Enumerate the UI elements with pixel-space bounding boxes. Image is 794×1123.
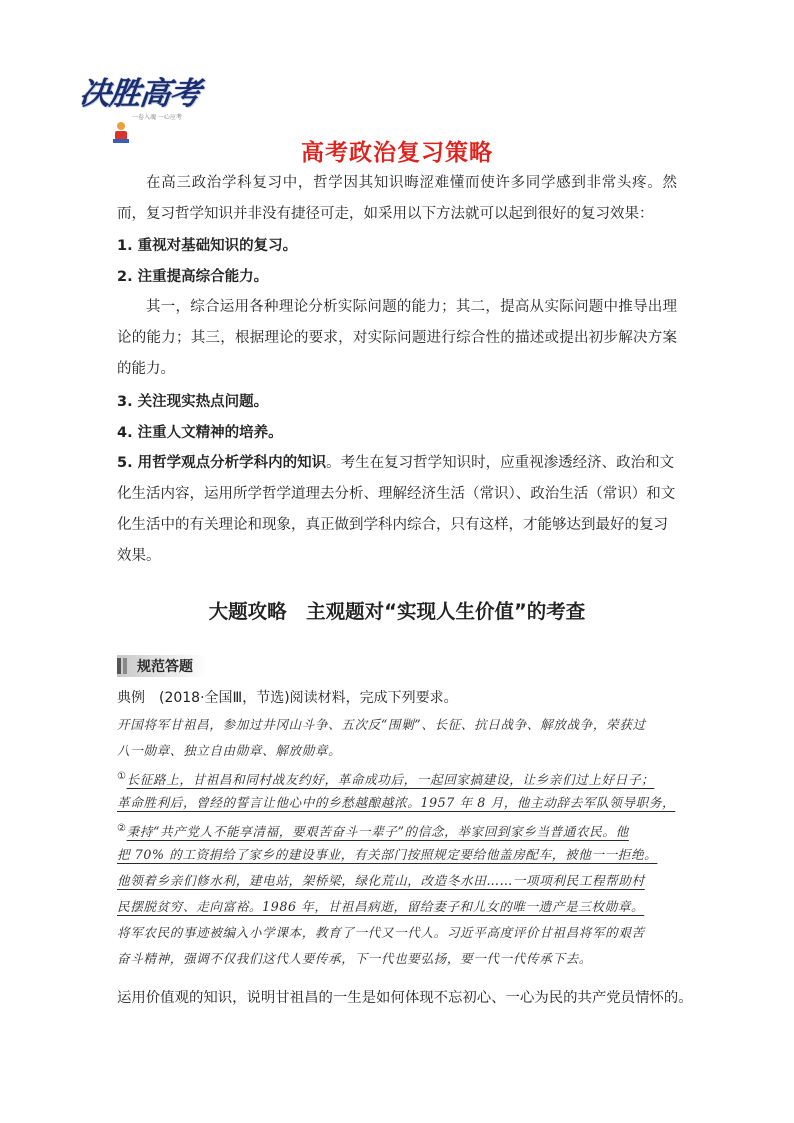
strategy-item-2: 2. 注重提高综合能力。 [117,269,269,285]
page-title: 高考政治复习策略 [301,140,493,166]
material-line-2: 八一勋章、独立自由勋章、解放勋章。 [117,743,342,758]
material-text [117,712,677,972]
section-bars-icon [117,658,131,674]
question-text: 运用价值观的知识，说明甘祖昌的一生是如何体现不忘初心、一心为民的共产党员情怀的。 [117,990,693,1006]
material-line-10: 奋斗精神，强调不仅我们这代人要传承，下一代也要弘扬，要一代一代传承下去。 [117,951,592,966]
strategy-item-5 [117,448,677,572]
material-line-4-text: 革命胜利后，曾经的誓言让他心中的乡愁越酿越浓。1957 年 8 月，他主动辞去军队领导职务， [117,795,676,810]
section-label: 规范答题 [137,659,193,675]
strategy-item-4: 4. 注重人文精神的培养。 [117,425,283,441]
material-line-7-text: 他领着乡亲们修水利，建电站，架桥梁，绿化荒山，改造冬水田……一项项利民工程帮助村 [117,873,645,888]
material-line-6-text: 把 70% 的工资捐给了家乡的建设事业，有关部门按照规定要给他盖房配车，被他一一拒绝。 [117,847,658,862]
strategy-item-5-text: 。考生在复习哲学知识时，应重视渗透经济、政治和文化生活内容，运用所学哲学道理去分析、理解经济生活（常识）、政治生活（常识）和文化生活中的有关理论和现象，真正做到学科内综合，只有这样，才能够达到最好的复习效果。 [117,455,676,564]
material-line-4 [117,790,677,816]
section-header [117,655,207,677]
material-line-6 [117,842,677,868]
logo-name: 决胜高考 [77,76,202,112]
material-line-5 [117,816,677,842]
material-line-1: 开国将军甘祖昌，参加过井冈山斗争、五次反“围剿”、长征、抗日战争、解放战争，荣获过 [117,717,646,732]
material-line-8 [117,894,677,920]
strategy-item-1: 1. 重视对基础知识的复习。 [117,238,298,254]
example-heading: 典例 (2018·全国Ⅲ，节选)阅读材料，完成下列要求。 [117,690,458,706]
intro-paragraph: 在高三政治学科复习中，哲学因其知识晦涩难懂而使许多同学感到非常头疼。然而，复习哲学知识并非没有捷径可走，如采用以下方法就可以起到很好的复习效果： [117,175,677,222]
marker-1: ① [117,771,127,782]
material-line-5-text: 秉持“共产党人不能享清福，要艰苦奋斗一辈子”的信念，举家回到家乡当普通农民。他 [126,824,629,840]
strategy-item-2-detail: 其一，综合运用各种理论分析实际问题的能力；其二，提高从实际问题中推导出理论的能力；其三，根据理论的要求，对实际问题进行综合性的描述或提出初步解决方案的能力。 [117,299,677,377]
material-line-9: 将军农民的事迹被编入小学课本，教育了一代又一代人。习近平高度评价甘祖昌将军的艰苦 [117,925,645,940]
material-line-8-text: 民摆脱贫穷、走向富裕。1986 年，甘祖昌病逝，留给妻子和儿女的唯一遗产是三枚勋章。 [117,899,645,914]
material-line-3-text: 长征路上，甘祖昌和同村战友约好，革命成功后，一起回家搞建设，让乡亲们过上好日子； [126,772,655,788]
strategy-item-5-label: 5. 用哲学观点分析学科内的知识 [117,455,327,471]
logo-tagline: 一卷入魂 一心应考 [132,114,182,121]
strategy-item-3: 3. 关注现实热点问题。 [117,394,269,410]
material-line-3 [117,764,677,790]
material-line-7 [117,868,677,894]
marker-2: ② [117,823,127,834]
section-subtitle: 大题攻略 主观题对“实现人生价值”的考查 [208,600,586,623]
